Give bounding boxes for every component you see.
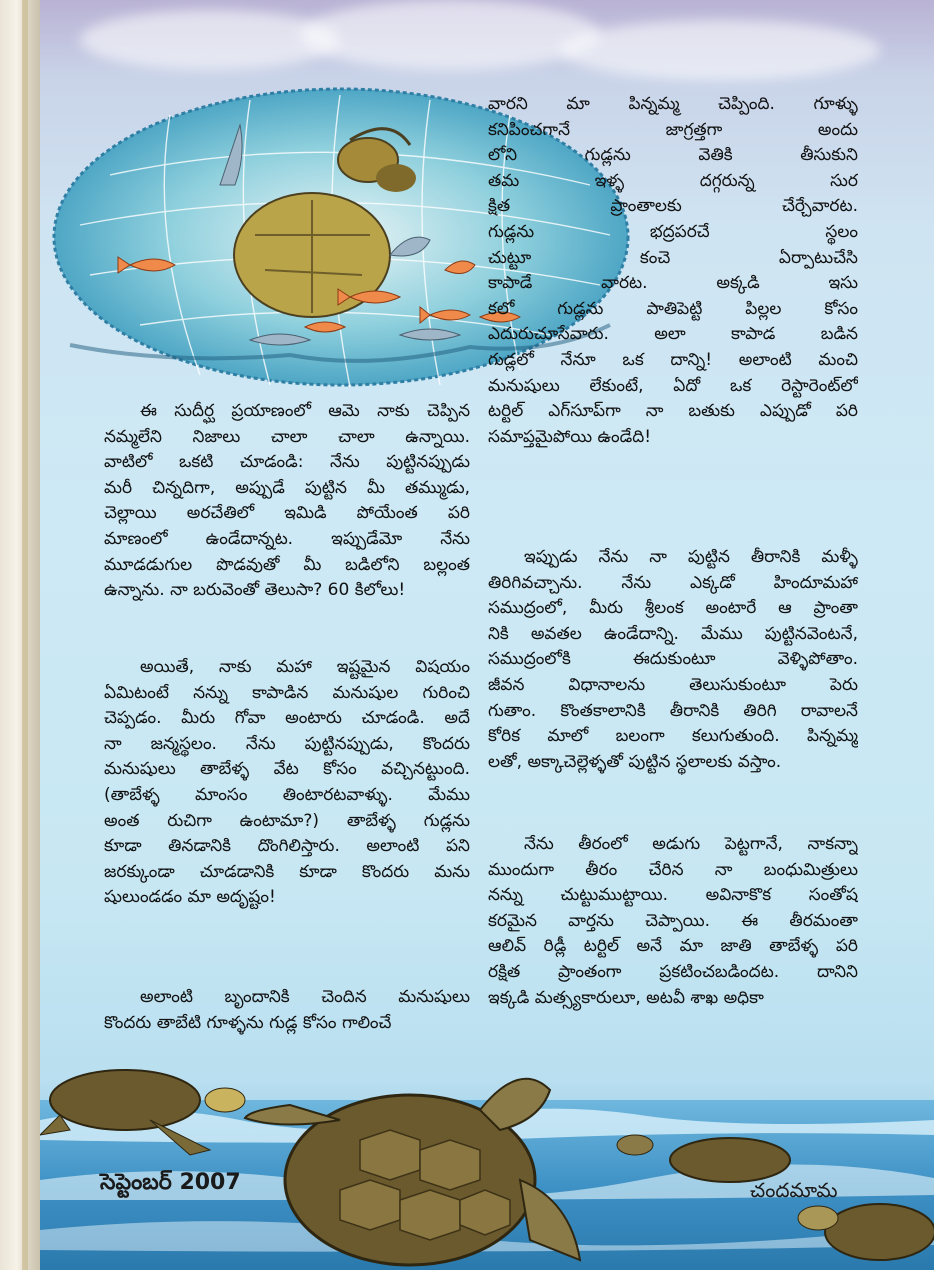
text-line: ఉన్నాను. నా బరువెంతో తెలుసా? 60 కిలోలు! [104,580,406,601]
text-line: సముద్రంలోకి ఈదుకుంటూ వెళ్ళిపోతాం. [488,649,858,670]
text-line: కనిపించగానే జాగ్రత్తగా అందు [488,119,858,140]
text-line: రక్షిత ప్రాంతంగా ప్రకటించబడిందట. దానిని [488,961,858,982]
text-line: సముద్రంలో, మీరు శ్రీలంక అంటారే ఆ ప్రాంతా [488,598,858,619]
text-line: నమ్మలేని నిజాలు చాలా చాలా ఉన్నాయి. [104,426,470,447]
text-line: కోరిక మాలో బలంగా కలుగుతుంది. పిన్నమ్మ [488,726,858,747]
text-line: లతో, అక్కాచెల్లెళ్ళతో పుట్టిన స్థలాలకు వస్తాం. [488,751,782,772]
text-line: నన్ను చుట్టుముట్టాయి. అవినాకొక సంతోష [488,885,858,906]
issue-date: సెప్టెంబర్ 2007 [100,1170,241,1195]
text-line: నికి అవతల ఉండేదాన్ని. మేము పుట్టినవెంటనే, [488,623,858,644]
text-line: గుతాం. కొంతకాలానికి తీరానికి తిరిగి రావాలనే [488,700,858,721]
text-line: సమాప్తమైపోయి ఉండేది! [488,426,652,447]
text-line: ముందుగా తీరం చేరిన నా బంధుమిత్రులు [488,859,858,880]
text-line: వాటిలో ఒకటి చూడండి: నేను పుట్టినప్పుడు [104,452,470,473]
book-spine [0,0,42,1270]
text-line: మనుషులు లేకుంటే, ఏదో ఒక రెస్టారెంట్‌లో [488,375,858,396]
right-column-paragraph-3 [488,832,858,1011]
left-column-paragraph-3 [104,985,470,1036]
text-line: ఈ సుదీర్ఘ ప్రయాణంలో ఆమె నాకు చెప్పిన [140,401,470,421]
sea-turtles-illustration [40,1060,934,1270]
text-line: లోని గుడ్లను వెతికి తీసుకుని [488,145,858,166]
text-line: అయితే, నాకు మహా ఇష్టమైన విషయం [140,657,470,677]
text-line: ఇక్కడి మత్స్యకారులూ, అటవీ శాఖ అధికా [488,987,764,1008]
text-line: తిరిగివచ్చాను. నేను ఎక్కడో హిందూమహా [488,572,858,593]
text-line: ఎదురుచూసేవారు. అలా కాపాడ బడిన [488,324,858,345]
right-column-paragraph-2 [488,545,858,775]
text-line: కలో గుడ్లను పాతిపెట్టి పిల్లల కోసం [488,298,858,319]
magazine-name: చందమామ [750,1178,838,1202]
text-line: చెప్పడం. మీరు గోవా అంటారు చూడండి. అదే [104,708,470,729]
text-line: అంత రుచిగా ఉంటామా?) తాబేళ్ళ గుడ్లను [104,810,470,831]
text-line: జీవన విధానాలను తెలుసుకుంటూ పెరు [488,674,858,695]
text-line: వారని మా పిన్నమ్మ చెప్పింది. గూళ్ళు [488,94,858,114]
text-line: చుట్టూ కంచె ఏర్పాటుచేసి [488,247,858,268]
text-line: నేను తీరంలో అడుగు పెట్టగానే, నాకన్నా [524,834,858,854]
text-line: జరక్కుండా చూడడానికి కూడా కొందరు మను [104,861,470,882]
text-line: అలాంటి బృందానికి చెందిన మనుషులు [140,987,470,1007]
text-line: కరమైన వార్తను చెప్పాయి. ఈ తీరమంతా [488,910,858,931]
text-line: కాపాడే వారట. అక్కడి ఇసు [488,273,858,294]
text-line: కూడా తినడానికి దొంగిలిస్తారు. అలాంటి పని [104,836,470,857]
text-line: గుడ్లను భద్రపరచే స్థలం [488,221,858,242]
left-column-paragraph-2 [104,655,470,911]
text-line: మనుషులు తాబేళ్ళ వేట కోసం వచ్చినట్టుంది. [104,759,470,780]
text-line: తమ ఇళ్ళ దగ్గరున్న సుర [488,170,858,191]
right-column-paragraph-1 [488,92,858,450]
text-line: షులుండడం మా అదృష్టం! [104,887,276,908]
left-column-paragraph-1 [104,399,470,604]
text-line: కొందరు తాబేటి గూళ్ళను గుడ్ల కోసం గాలించే [104,1012,392,1033]
text-line: గుడ్లలో నేనూ ఒక దాన్ని! అలాంటి మంచి [488,349,858,370]
text-line: ఏమిటంటే నన్ను కాపాడిన మనుషుల గురించి [104,682,470,703]
text-line: చెల్లాయి అరచేతిలో ఇమిడి పోయేంత పరి [104,503,470,524]
text-line: క్షిత ప్రాంతాలకు చేర్చేవారట. [488,196,858,217]
text-line: మూడడుగుల పొడవుతో మీ బడిలోని బల్లంత [104,554,470,575]
text-line: టర్టిల్ ఎగ్‌సూప్‌గా నా బతుకు ఎప్పుడో పరి [488,401,858,422]
text-line: ఆలివ్ రిడ్లీ టర్టిల్ అనే మా జాతి తాబేళ్ళ పరి [488,936,858,957]
text-line: మరీ చిన్నదిగా, అప్పుడే పుట్టిన మీ తమ్ముడు, [104,477,470,498]
text-line: ఇప్పుడు నేను నా పుట్టిన తీరానికి మళ్ళీ [524,547,858,567]
text-line: (తాబేళ్ళ మాంసం తింటారటవాళ్ళు. మేము [104,784,470,805]
text-line: నా జన్మస్థలం. నేను పుట్టినప్పుడు, కొందరు [104,733,470,754]
text-line: మాణంలో ఉండేదాన్నట. ఇప్పుడేమో నేను [104,528,470,549]
